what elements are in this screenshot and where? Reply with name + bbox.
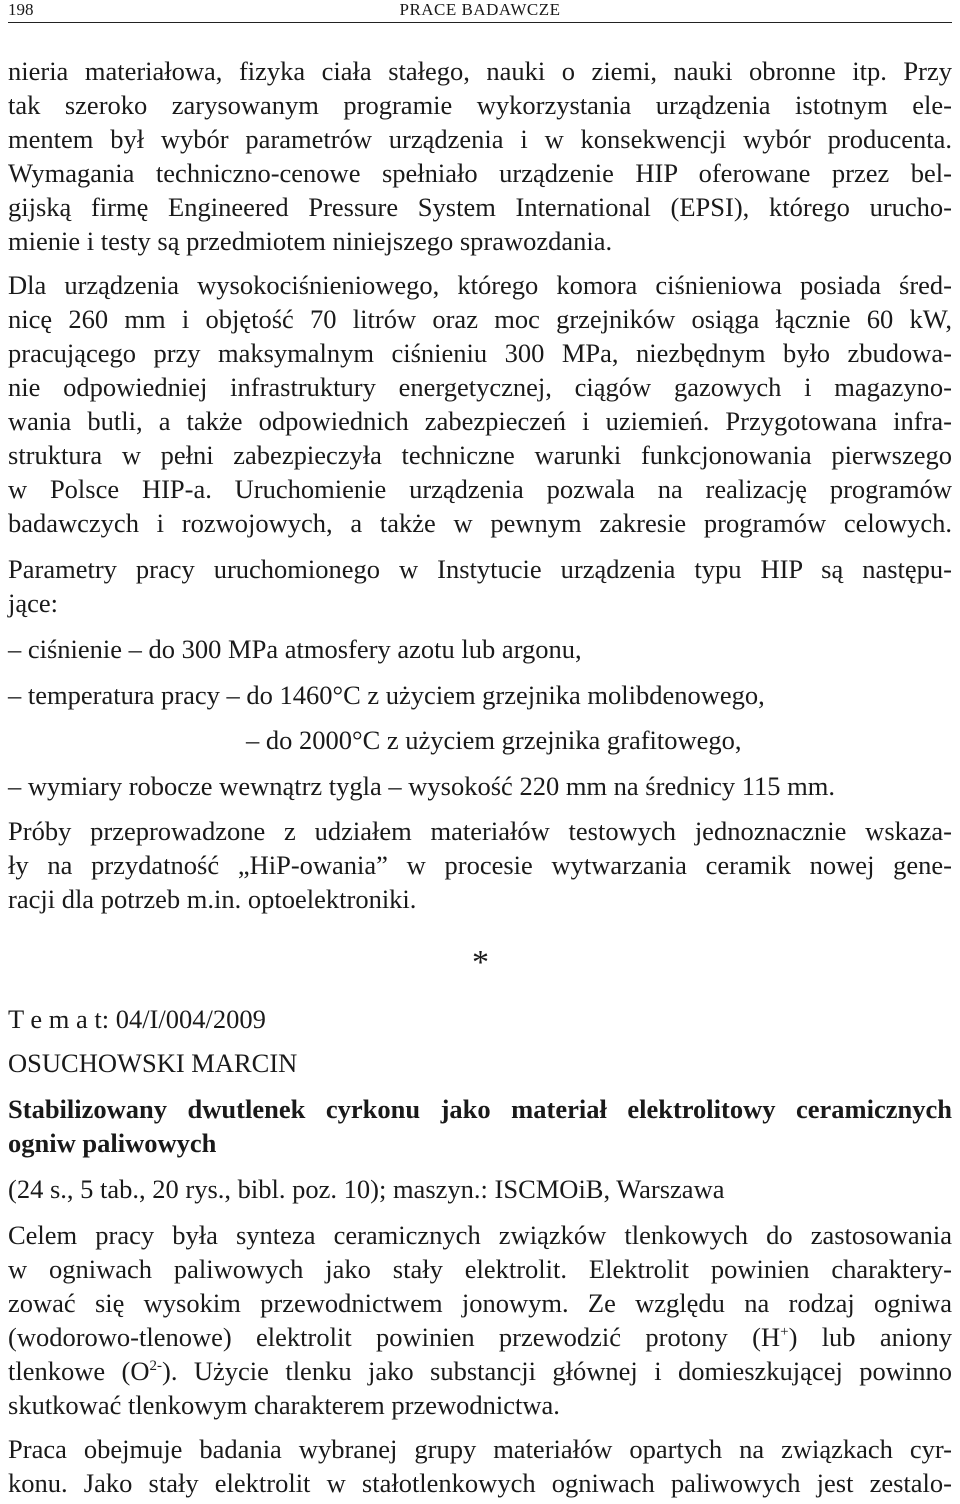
paragraph-1-line: tak szeroko zarysowanym programie wykorzystania urządzenia istotnym ele-: [8, 90, 952, 120]
running-head-title: PRACE BADAWCZE: [399, 0, 561, 19]
line-text: ) lub aniony: [788, 1322, 952, 1352]
paragraph-5-line: w ogniwach paliwowych jako stały elektrolit. Elektrolit powinien charaktery-: [8, 1254, 952, 1284]
line-text: tlenkowe (O: [8, 1356, 150, 1386]
paragraph-1-line: nieria materiałowa, fizyka ciała stałego, nauki o ziemi, nauki obronne itp. Przy: [8, 56, 952, 86]
author-name: OSUCHOWSKI MARCIN: [8, 1048, 298, 1078]
paragraph-1-line: Wymagania techniczno-cenowe spełniało urządzenie HIP oferowane przez bel-: [8, 158, 952, 188]
section-separator-asterisk: *: [472, 944, 489, 981]
paragraph-1-line: mienie i testy są przedmiotem niniejszego sprawozdania.: [8, 226, 613, 256]
work-title-line: ogniw paliwowych: [8, 1128, 217, 1158]
topic-number: T e m a t: 04/I/004/2009: [8, 1004, 266, 1034]
page-number: 198: [8, 0, 34, 19]
paragraph-1-line: mentem był wybór parametrów urządzenia i w konsekwencji wybór producenta.: [8, 124, 952, 154]
line-text: (wodorowo-tlenowe) elektrolit powinien przewodzić protony (H: [8, 1322, 781, 1352]
line-text: ). Użycie tlenku jako substancji głównej i domieszkującej powinno: [162, 1356, 952, 1386]
paragraph-2-line: w Polsce HIP-a. Uruchomienie urządzenia pozwala na realizację programów: [8, 474, 952, 504]
paragraph-1-line: gijską firmę Engineered Pressure System International (EPSI), którego urucho-: [8, 192, 952, 222]
paragraph-2-line: pracującego przy maksymalnym ciśnieniu 300 MPa, niezbędnym było zbudowa-: [8, 338, 952, 368]
paragraph-2-line: nicę 260 mm i objętość 70 litrów oraz moc grzejników osiąga łącznie 60 kW,: [8, 304, 952, 334]
paragraph-4-line: ły na przydatność „HiP-owania” w procesie wytwarzania ceramik nowej gene-: [8, 850, 952, 880]
paragraph-5-line: skutkować tlenkowym charakterem przewodnictwa.: [8, 1390, 560, 1420]
paragraph-2-line: wania butli, a także odpowiednich zabezpieczeń i uziemień. Przygotowana infra-: [8, 406, 952, 436]
superscript-charge: 2-: [149, 1358, 163, 1374]
paragraph-5-line: [8, 1355, 952, 1387]
parameter-list-item: – temperatura pracy – do 1460°C z użyciem grzejnika molibdenowego,: [8, 680, 765, 710]
work-title-line: Stabilizowany dwutlenek cyrkonu jako materiał elektrolitowy ceramicznych: [8, 1094, 952, 1124]
paragraph-2-line: badawczych i rozwojowych, a także w pewnym zakresie programów celowych.: [8, 508, 952, 538]
paragraph-5-line: Celem pracy była synteza ceramicznych związków tlenkowych do zastosowania: [8, 1220, 952, 1250]
superscript-charge: +: [780, 1324, 789, 1340]
paragraph-4-line: racji dla potrzeb m.in. optoelektroniki.: [8, 884, 417, 914]
paragraph-3-line: Parametry pracy uruchomionego w Instytucie urządzenia typu HIP są następu-: [8, 554, 952, 584]
paragraph-2-line: struktura w pełni zabezpieczyła techniczne warunki funkcjonowania pierwszego: [8, 440, 952, 470]
paragraph-3-line: jące:: [8, 588, 59, 618]
running-header: [8, 0, 952, 23]
bibliographic-details: (24 s., 5 tab., 20 rys., bibl. poz. 10); maszyn.: ISCMOiB, Warszawa: [8, 1174, 725, 1204]
parameter-list-item: – do 2000°C z użyciem grzejnika grafitowego,: [246, 725, 742, 755]
paragraph-6-line: Praca obejmuje badania wybranej grupy materiałów opartych na związkach cyr-: [8, 1434, 952, 1464]
parameter-list-item: – wymiary robocze wewnątrz tygla – wysokość 220 mm na średnicy 115 mm.: [8, 771, 835, 801]
parameter-list-item: – ciśnienie – do 300 MPa atmosfery azotu lub argonu,: [8, 634, 582, 664]
paragraph-2-line: Dla urządzenia wysokociśnieniowego, którego komora ciśnieniowa posiada śred-: [8, 270, 952, 300]
paragraph-6-line: konu. Jako stały elektrolit w stałotlenkowych ogniwach paliwowych jest zestalo-: [8, 1468, 952, 1498]
paragraph-4-line: Próby przeprowadzone z udziałem materiałów testowych jednoznacznie wskaza-: [8, 816, 952, 846]
paragraph-5-line: zować się wysokim przewodnictwem jonowym. Ze względu na rodzaj ogniwa: [8, 1288, 952, 1318]
paragraph-5-line: [8, 1321, 952, 1353]
paragraph-2-line: nie odpowiedniej infrastruktury energetycznej, ciągów gazowych i magazyno-: [8, 372, 952, 402]
